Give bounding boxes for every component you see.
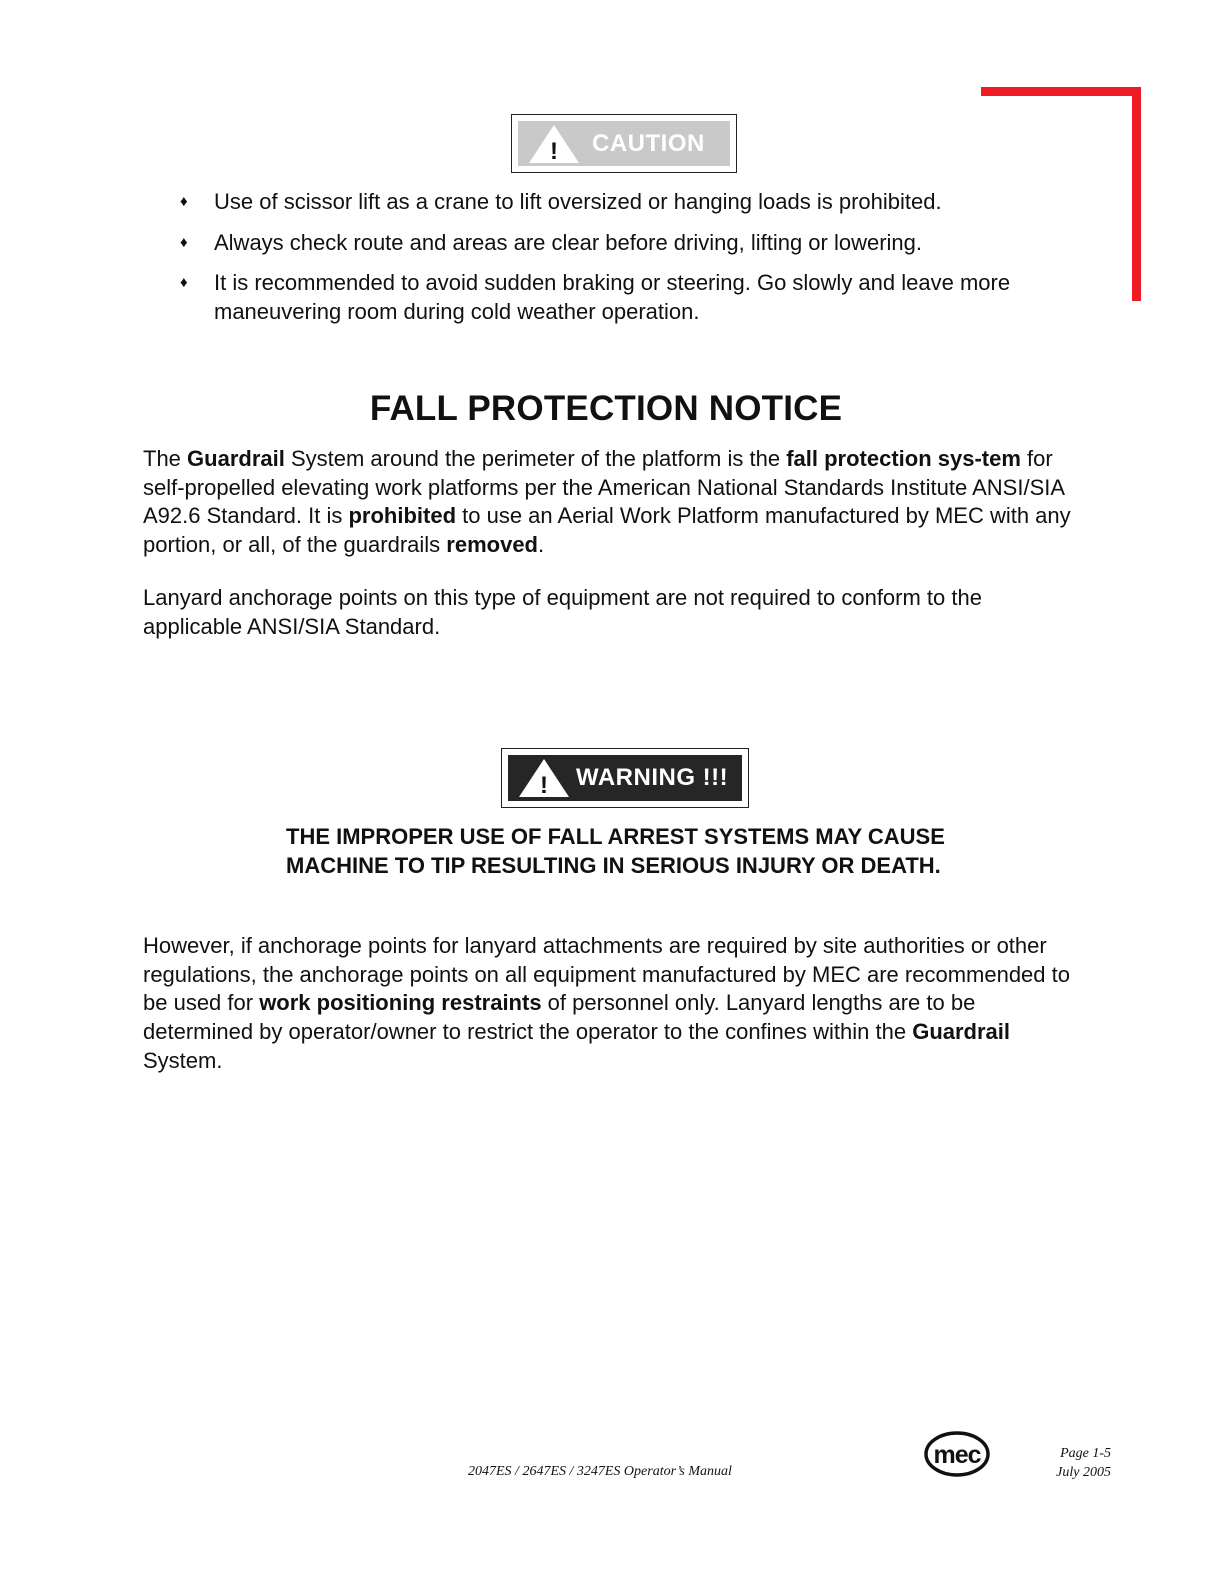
warning-triangle-icon — [528, 124, 580, 164]
caution-bullet-list — [180, 188, 1050, 338]
warning-label: WARNING !!! — [576, 764, 729, 791]
footer-manual-title: 2047ES / 2647ES / 3247ES Operator’s Manual — [468, 1464, 732, 1479]
text-run: The — [143, 446, 188, 471]
bold-run: prohibited — [348, 503, 457, 529]
diamond-bullet-icon: ♦ — [180, 274, 188, 291]
section-title: FALL PROTECTION NOTICE — [369, 389, 843, 428]
warning-sign-panel — [508, 755, 742, 801]
bold-run: Guardrail — [912, 1019, 1011, 1045]
footer-page-info — [1000, 1444, 1111, 1482]
bullet-text: Use of scissor lift as a crane to lift oversized or hanging loads is prohibited. — [214, 189, 942, 214]
warning-triangle-icon — [518, 758, 570, 798]
mec-logo-icon — [924, 1430, 990, 1478]
text-run: for self-propelled elevating work platforms per the American National Standards Institute ANSI/SIA A92.6 Standard. It is — [143, 446, 1064, 529]
text-run: . — [538, 532, 545, 558]
lanyard-paragraph: Lanyard anchorage points on this type of equipment are not required to conform to the applicable ANSI/SIA Standard. — [143, 585, 982, 639]
bold-run: fall protection sys-tem — [786, 446, 1021, 471]
diamond-bullet-icon: ♦ — [180, 193, 188, 210]
warning-symbol: ! — [540, 772, 548, 798]
text-run: System around the perimeter of the platform is the — [284, 446, 787, 471]
diamond-bullet-icon: ♦ — [180, 233, 188, 251]
anchorage-paragraph — [143, 932, 1073, 1076]
bullet-text: It is recommended to avoid sudden braking or steering. Go slowly and leave more maneuvering room during cold weather operation. — [214, 270, 1011, 324]
caution-sign — [511, 114, 737, 173]
bold-run: removed — [446, 532, 538, 558]
text-run: of personnel only. Lanyard lengths are to be determined by operator/owner to restrict the operator to the confines within the — [143, 990, 976, 1045]
text-run: System. — [143, 1047, 223, 1073]
list-item — [180, 229, 1050, 258]
fall-protection-paragraph — [143, 445, 1073, 560]
bold-run: Guardrail — [187, 446, 285, 471]
caution-symbol: ! — [550, 137, 558, 164]
caution-label: CAUTION — [592, 129, 705, 157]
list-item — [180, 269, 1050, 326]
logo-text: mec — [933, 1441, 981, 1469]
page-number: Page 1-5 — [1060, 1446, 1111, 1461]
warning-sign — [501, 748, 749, 808]
text-run: However, if anchorage points for lanyard attachments are required by site authorities or other regulations, the anchorage points on all equipment manufactured by MEC are recommended to be used for — [143, 933, 1070, 1016]
footer-date: July 2005 — [1056, 1465, 1111, 1480]
list-item — [180, 188, 1050, 217]
bold-run: work positioning restraints — [259, 990, 542, 1016]
bullet-text: Always check route and areas are clear before driving, lifting or lowering. — [214, 229, 923, 255]
warning-statement: THE IMPROPER USE OF FALL ARREST SYSTEMS MAY CAUSE MACHINE TO TIP RESULTING IN SERIOUS INJURY OR DEATH. — [286, 824, 945, 878]
caution-sign-panel — [518, 121, 730, 166]
text-run: to use an Aerial Work Platform manufactured by MEC with any portion, or all, of the guardrails — [143, 503, 1071, 558]
